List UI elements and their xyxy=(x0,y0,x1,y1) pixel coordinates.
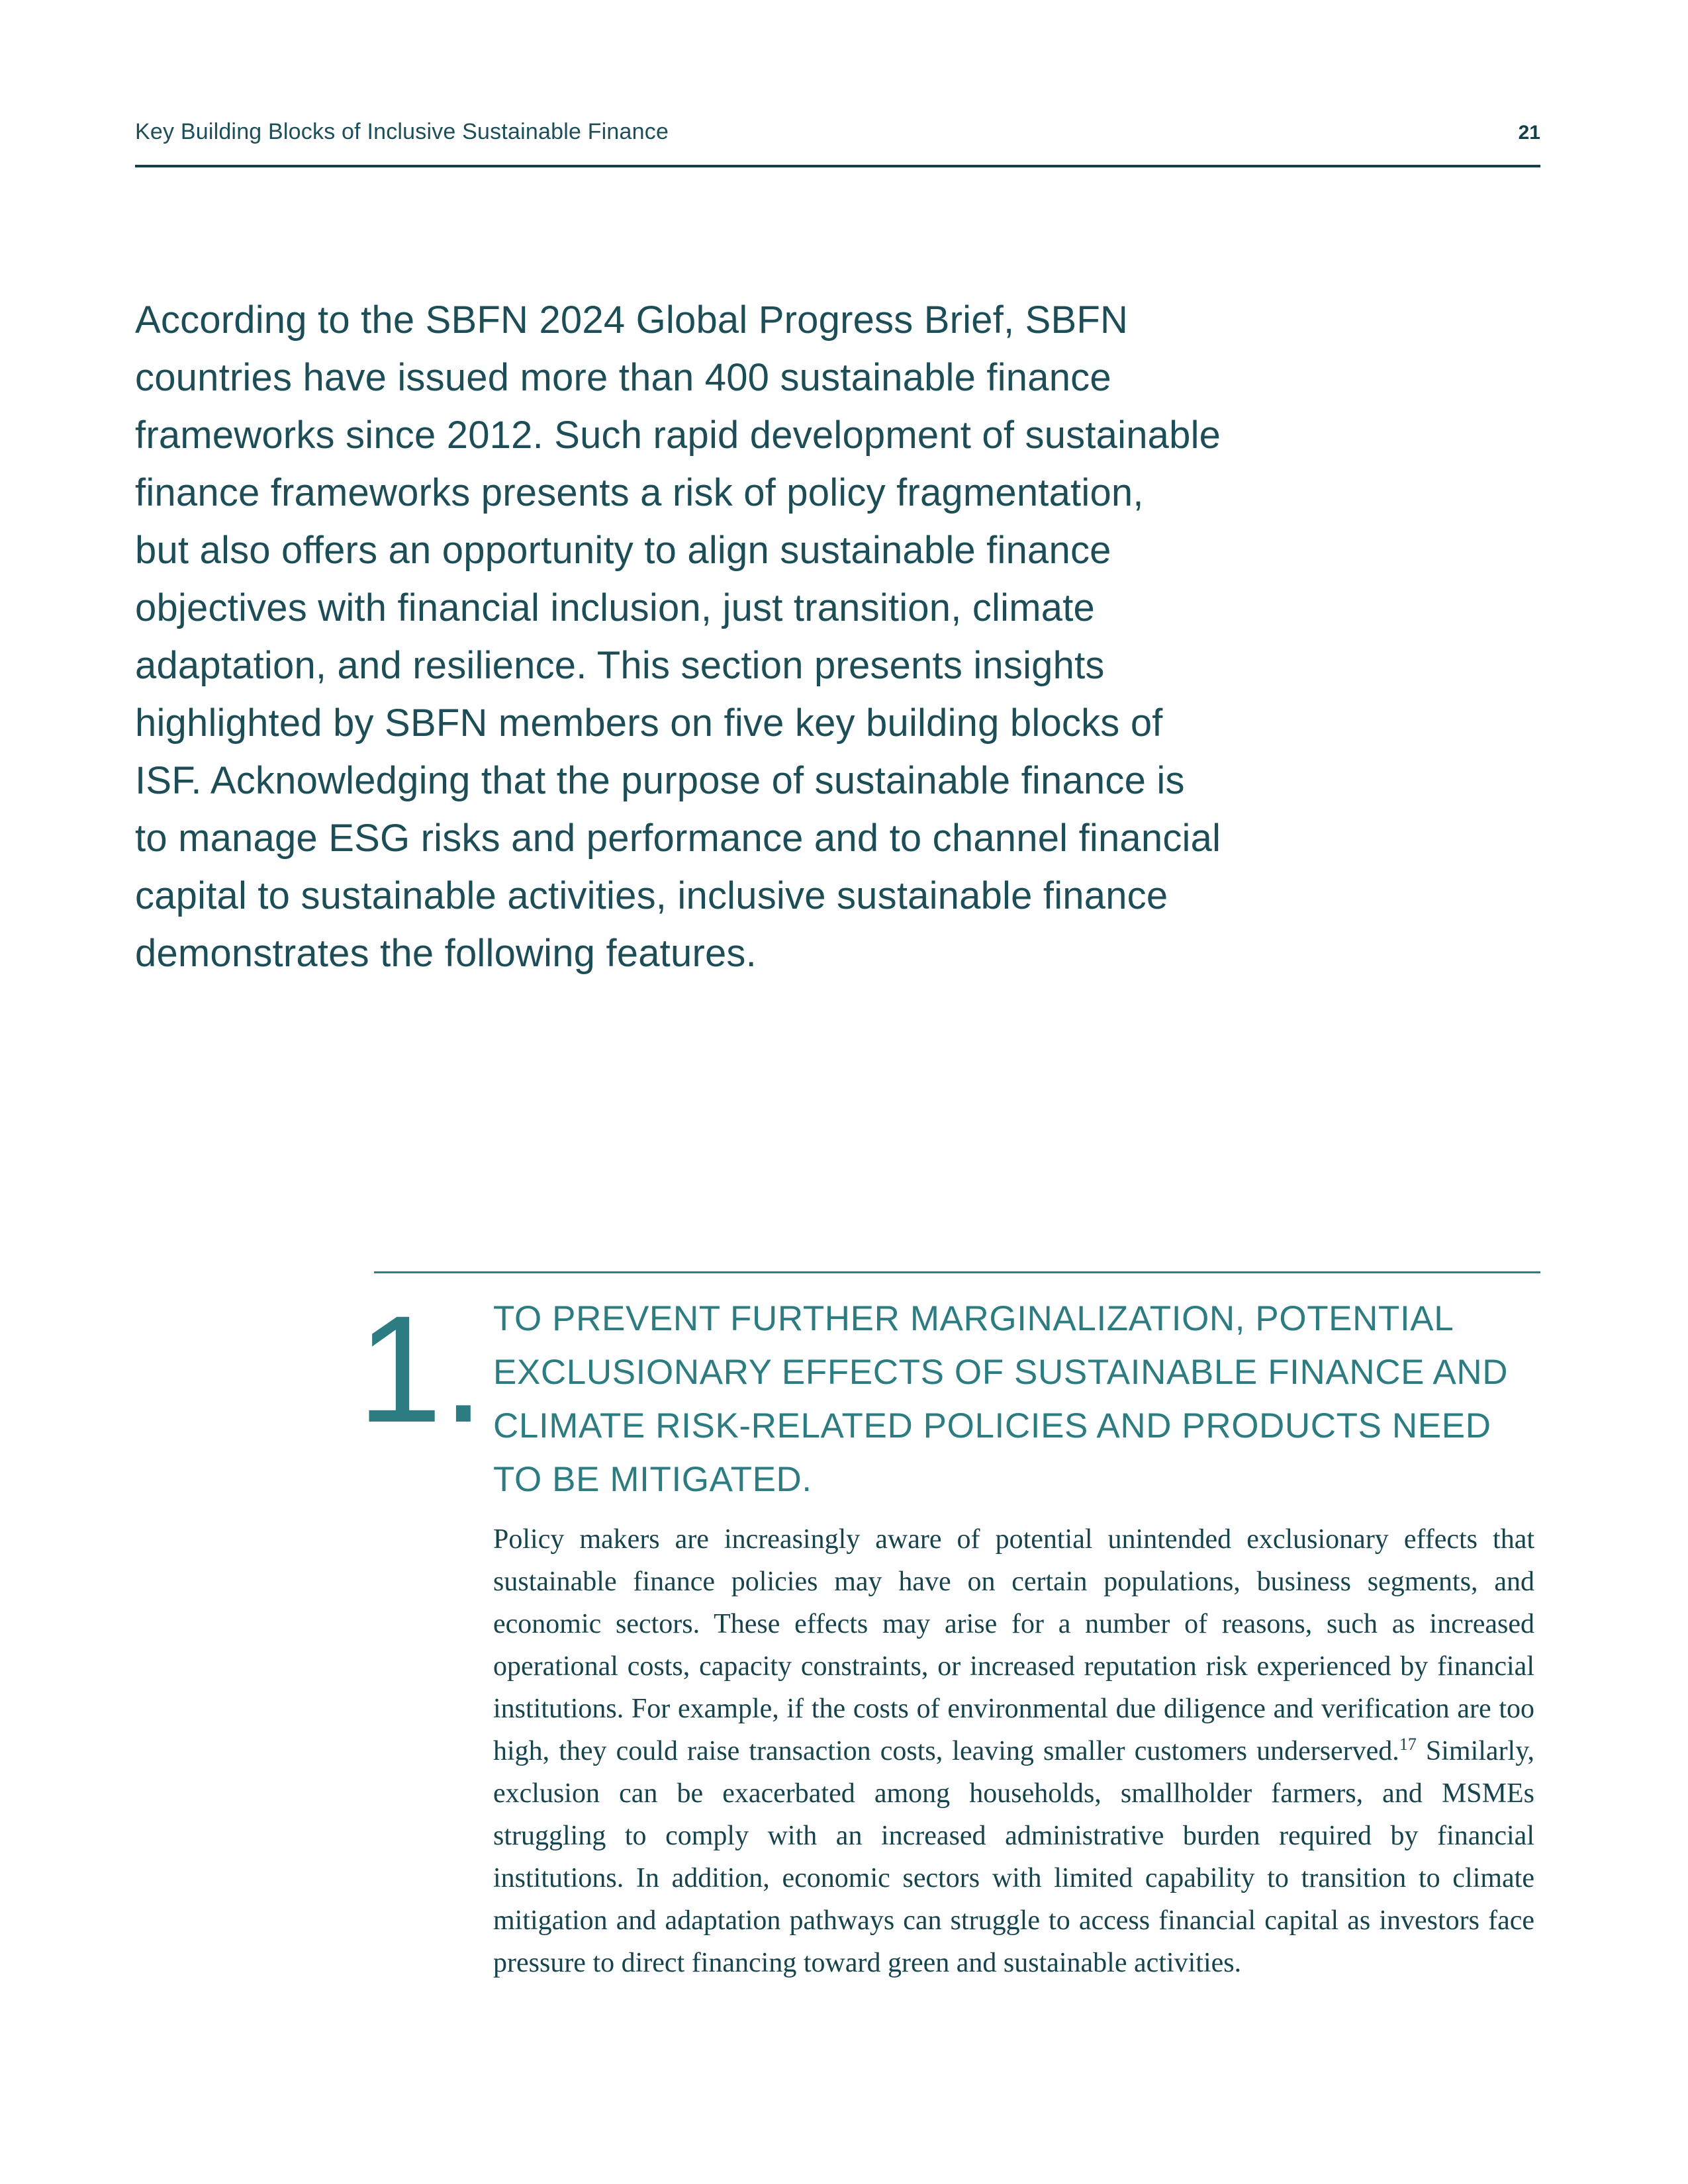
section-number: 1. xyxy=(357,1284,485,1454)
intro-line: frameworks since 2012. Such rapid development of sustainable xyxy=(135,414,1221,457)
intro-line: to manage ESG risks and performance and to channel financial xyxy=(135,817,1221,860)
intro-line: According to the SBFN 2024 Global Progress Brief, SBFN xyxy=(135,298,1129,341)
intro-line: ISF. Acknowledging that the purpose of sustainable finance is xyxy=(135,759,1185,802)
intro-line: finance frameworks presents a risk of policy fragmentation, xyxy=(135,471,1144,514)
intro-line: adaptation, and resilience. This section presents insights xyxy=(135,644,1105,687)
intro-line: highlighted by SBFN members on five key building blocks of xyxy=(135,702,1163,745)
section-heading-line: EXCLUSIONARY EFFECTS OF SUSTAINABLE FINANCE AND xyxy=(493,1353,1509,1392)
intro-line: demonstrates the following features. xyxy=(135,932,757,975)
section-heading-line: CLIMATE RISK-RELATED POLICIES AND PRODUCTS NEED xyxy=(493,1406,1491,1445)
page-number: 21 xyxy=(1518,122,1540,144)
intro-line: capital to sustainable activities, inclusive sustainable finance xyxy=(135,874,1168,917)
running-header xyxy=(135,119,1540,145)
footnote-reference: 17 xyxy=(1399,1735,1417,1754)
intro-line: objectives with financial inclusion, just transition, climate xyxy=(135,586,1095,629)
section-heading xyxy=(493,1292,1508,1506)
section-body-paragraph xyxy=(493,1518,1534,1984)
header-rule xyxy=(135,165,1540,167)
body-text-part1: Policy makers are increasingly aware of potential unintended exclusionary effects that sustainable finance policies may have on certain populations, business segments, and economic sectors. These effects may arise for a number of reasons, such as increased operational costs, capacity constraints, or increased reputation risk experienced by financial institutions. For example, if the costs of environmental due diligence and verification are too high, they could raise transaction costs, leaving smaller customers underserved. xyxy=(493,1524,1534,1766)
intro-line: but also offers an opportunity to align sustainable finance xyxy=(135,529,1111,572)
section-divider-rule xyxy=(374,1271,1540,1273)
intro-line: countries have issued more than 400 sustainable finance xyxy=(135,356,1111,399)
section-heading-line: TO PREVENT FURTHER MARGINALIZATION, POTENTIAL xyxy=(493,1299,1454,1338)
intro-paragraph xyxy=(135,291,1221,982)
section-heading-line: TO BE MITIGATED. xyxy=(493,1460,812,1499)
running-header-title: Key Building Blocks of Inclusive Sustainable Finance xyxy=(135,119,669,144)
body-text-part2: Similarly, exclusion can be exacerbated among households, smallholder farmers, and MSMEs struggling to comply with an increased administrative burden required by financial institutions. In addition, economic sectors with limited capability to transition to climate mitigation and adaptation pathways can struggle to access financial capital as investors face pressure to direct financing toward green and sustainable activities. xyxy=(493,1736,1534,1978)
